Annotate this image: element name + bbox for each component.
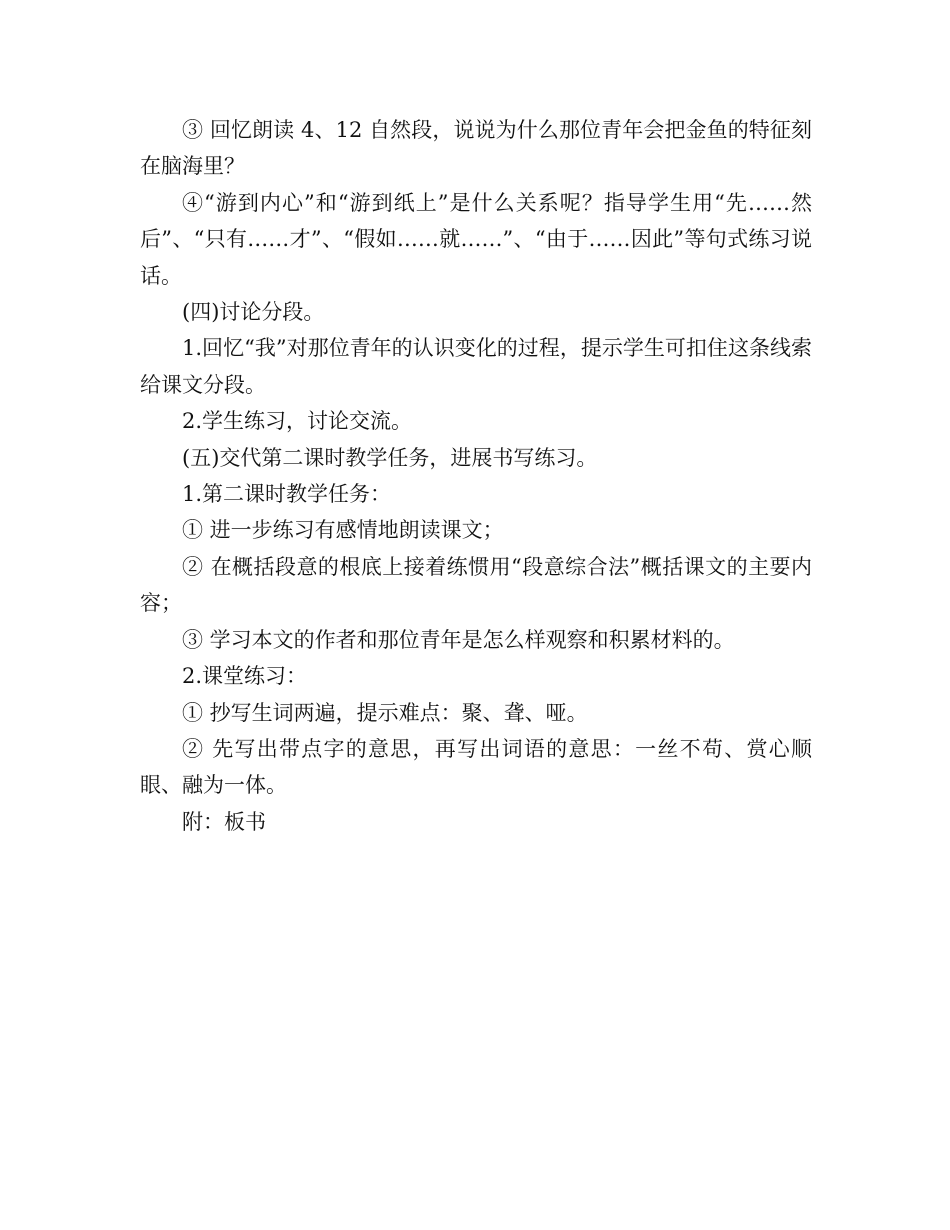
appendix-label: 附：板书 xyxy=(182,809,266,834)
section-4-item-2: 2.学生练习，讨论交流。 xyxy=(182,409,413,434)
section-4-heading: (四)讨论分段。 xyxy=(182,300,325,325)
task-item-1: ① 进一步练习有感情地朗读课文； xyxy=(182,518,504,543)
task-item-3: ③ 学习本文的作者和那位青年是怎么样观察和积累材料的。 xyxy=(182,627,735,652)
document-page xyxy=(140,112,812,840)
question-3-paragraph: ③ 回忆朗读 4、12 自然段，说说为什么那位青年会把金鱼的特征刻在脑海里？ xyxy=(140,118,812,179)
question-4-paragraph: ④“游到内心”和“游到纸上”是什么关系呢？指导学生用“先……然后”、“只有……才”、“假如……就……”、“由于……因此”等句式练习说话。 xyxy=(140,190,812,288)
section-5-item-1-heading: 1.第二课时教学任务： xyxy=(182,482,392,507)
section-5-item-2-heading: 2.课堂练习： xyxy=(182,664,308,689)
task-item-2: ② 在概括段意的根底上接着练惯用“段意综合法”概括课文的主要内容； xyxy=(140,554,812,616)
exercise-item-2: ② 先写出带点字的意思，再写出词语的意思：一丝不苟、赏心顺眼、融为一体。 xyxy=(140,736,812,798)
section-5-heading: (五)交代第二课时教学任务，进展书写练习。 xyxy=(182,445,598,470)
section-4-item-1: 1.回忆“我”对那位青年的认识变化的过程，提示学生可扣住这条线索给课文分段。 xyxy=(140,336,812,397)
exercise-item-1: ① 抄写生词两遍，提示难点：聚、聋、哑。 xyxy=(182,700,588,725)
